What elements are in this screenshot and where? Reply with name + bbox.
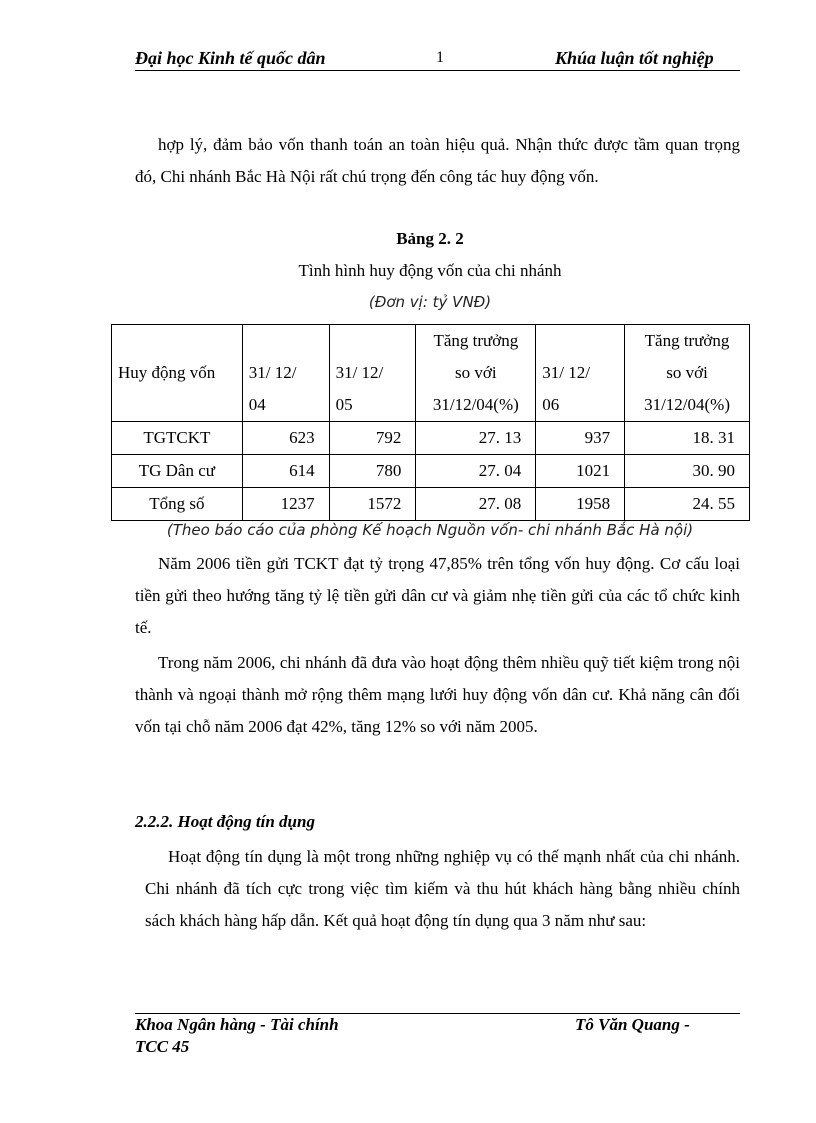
paragraph-deposit-share: Năm 2006 tiền gửi TCKT đạt tỷ trọng 47,85% trên tổng vốn huy động. Cơ cấu loại tiền gửi theo hướng tăng tỷ lệ tiền gửi dân cư và giảm nhẹ tiền gửi của các tổ chức kinh tế. [135, 554, 740, 637]
table-subtitle: Tình hình huy động vốn của chi nhánh [298, 261, 562, 280]
table-header-row [112, 325, 750, 422]
paragraph-credit: Hoạt động tín dụng là một trong những nghiệp vụ có thế mạnh nhất của chi nhánh. Chi nhánh đã tích cực trong việc tìm kiếm và thu hút khách hàng bằng nhiều chính sách khách hàng hấp dẫn. Kết quả hoạt động tín dụng qua 3 năm như sau: [145, 847, 740, 930]
table-row: Tổng số 1237 1572 27. 08 1958 24. 55 [112, 488, 750, 521]
header-divider [135, 70, 740, 71]
header-col-2006: 31/ 12/ 06 [536, 325, 625, 422]
header-title: Khúa luận tốt nghiệp [555, 48, 714, 68]
table-row: TGTCKT 623 792 27. 13 937 18. 31 [112, 422, 750, 455]
footer-faculty: Khoa Ngân hàng - Tài chính [135, 1015, 339, 1034]
table-unit: (Đơn vị: tỷ VNĐ) [368, 293, 492, 311]
footer-class: TCC 45 [135, 1037, 190, 1056]
header-col-growth-2006: Tăng trưởng so với 31/12/04(%) [625, 325, 750, 422]
header-col-2004: 31/ 12/ 04 [242, 325, 329, 422]
table-source: (Theo báo cáo của phòng Kế hoạch Nguồn vốn- chi nhánh Bắc Hà nội) [166, 521, 694, 539]
header-col-growth-2005: Tăng trưởng so với 31/12/04(%) [416, 325, 536, 422]
section-heading: 2.2.2. Hoạt động tín dụng [135, 812, 315, 831]
intro-paragraph: hợp lý, đảm bảo vốn thanh toán an toàn hiệu quả. Nhận thức được tầm quan trọng đó, Chi nhánh Bắc Hà Nội rất chú trọng đến công tác huy động vốn. [135, 135, 740, 186]
table-row: TG Dân cư 614 780 27. 04 1021 30. 90 [112, 455, 750, 488]
header-school: Đại học Kinh tế quốc dân [135, 48, 326, 68]
footer-author: Tô Văn Quang - [575, 1015, 690, 1034]
paragraph-savings-network: Trong năm 2006, chi nhánh đã đưa vào hoạt động thêm nhiều quỹ tiết kiệm trong nội thành và ngoại thành mở rộng thêm mạng lưới huy động vốn dân cư. Khả năng cân đối vốn tại chỗ năm 2006 đạt 42%, tăng 12% so với năm 2005. [135, 653, 740, 736]
header-label: Huy động vốn [112, 325, 243, 422]
page-number: 1 [436, 49, 444, 66]
deposit-table [111, 324, 750, 521]
footer-divider [135, 1013, 740, 1014]
table-title: Bảng 2. 2 [396, 229, 464, 248]
header-col-2005: 31/ 12/ 05 [329, 325, 416, 422]
